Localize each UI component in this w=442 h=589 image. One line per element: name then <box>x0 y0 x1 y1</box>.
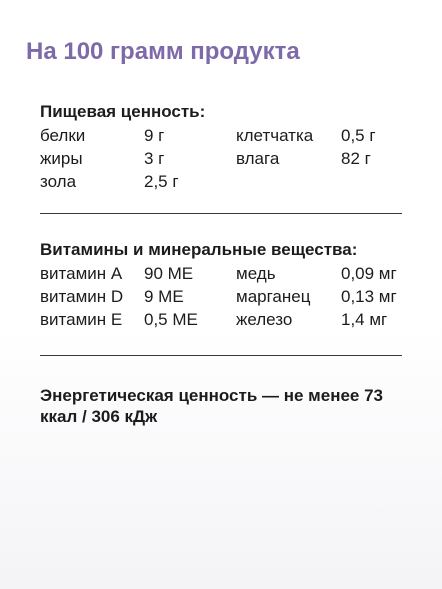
nutrient-name: витамин Е <box>40 310 123 329</box>
nutrient-name: жиры <box>40 149 83 168</box>
page-title: На 100 грамм продукта <box>26 38 300 65</box>
vitamins-section <box>40 240 402 333</box>
nutrient-value: 9 МЕ <box>144 287 184 306</box>
table-row <box>40 149 402 172</box>
table-row <box>40 264 402 287</box>
section-divider <box>40 355 402 356</box>
nutrient-name: клетчатка <box>236 126 314 145</box>
section-divider <box>40 213 402 214</box>
nutrient-value: 0,5 МЕ <box>144 310 198 329</box>
table-row <box>40 287 402 310</box>
nutrient-name <box>236 172 341 195</box>
table-row <box>40 172 402 195</box>
nutrient-value: 0,13 мг <box>341 287 397 306</box>
nutrition-section <box>40 102 402 195</box>
nutrient-name: влага <box>236 149 280 168</box>
table-row <box>40 126 402 149</box>
vitamins-heading: Витамины и минеральные вещества: <box>40 240 358 259</box>
nutrition-table <box>40 126 402 195</box>
nutrient-name: железо <box>236 310 293 329</box>
nutrient-name: зола <box>40 172 77 191</box>
nutrient-value: 82 г <box>341 149 371 168</box>
nutrient-value: 3 г <box>144 149 165 168</box>
nutrient-name: марганец <box>236 287 311 306</box>
vitamins-table <box>40 264 402 333</box>
nutrient-value: 1,4 мг <box>341 310 388 329</box>
nutrient-value <box>341 172 402 195</box>
nutrient-name: белки <box>40 126 86 145</box>
nutrient-value: 0,5 г <box>341 126 376 145</box>
table-row <box>40 310 402 333</box>
nutrient-value: 90 МЕ <box>144 264 194 283</box>
nutrient-name: медь <box>236 264 276 283</box>
nutrient-value: 0,09 мг <box>341 264 397 283</box>
nutrient-value: 9 г <box>144 126 165 145</box>
energy-value: Энергетическая ценность — не менее 73 ккал / 306 кДж <box>40 386 384 426</box>
nutrient-name: витамин А <box>40 264 123 283</box>
nutrient-name: витамин D <box>40 287 124 306</box>
nutrient-value: 2,5 г <box>144 172 179 191</box>
nutrition-heading: Пищевая ценность: <box>40 102 206 121</box>
